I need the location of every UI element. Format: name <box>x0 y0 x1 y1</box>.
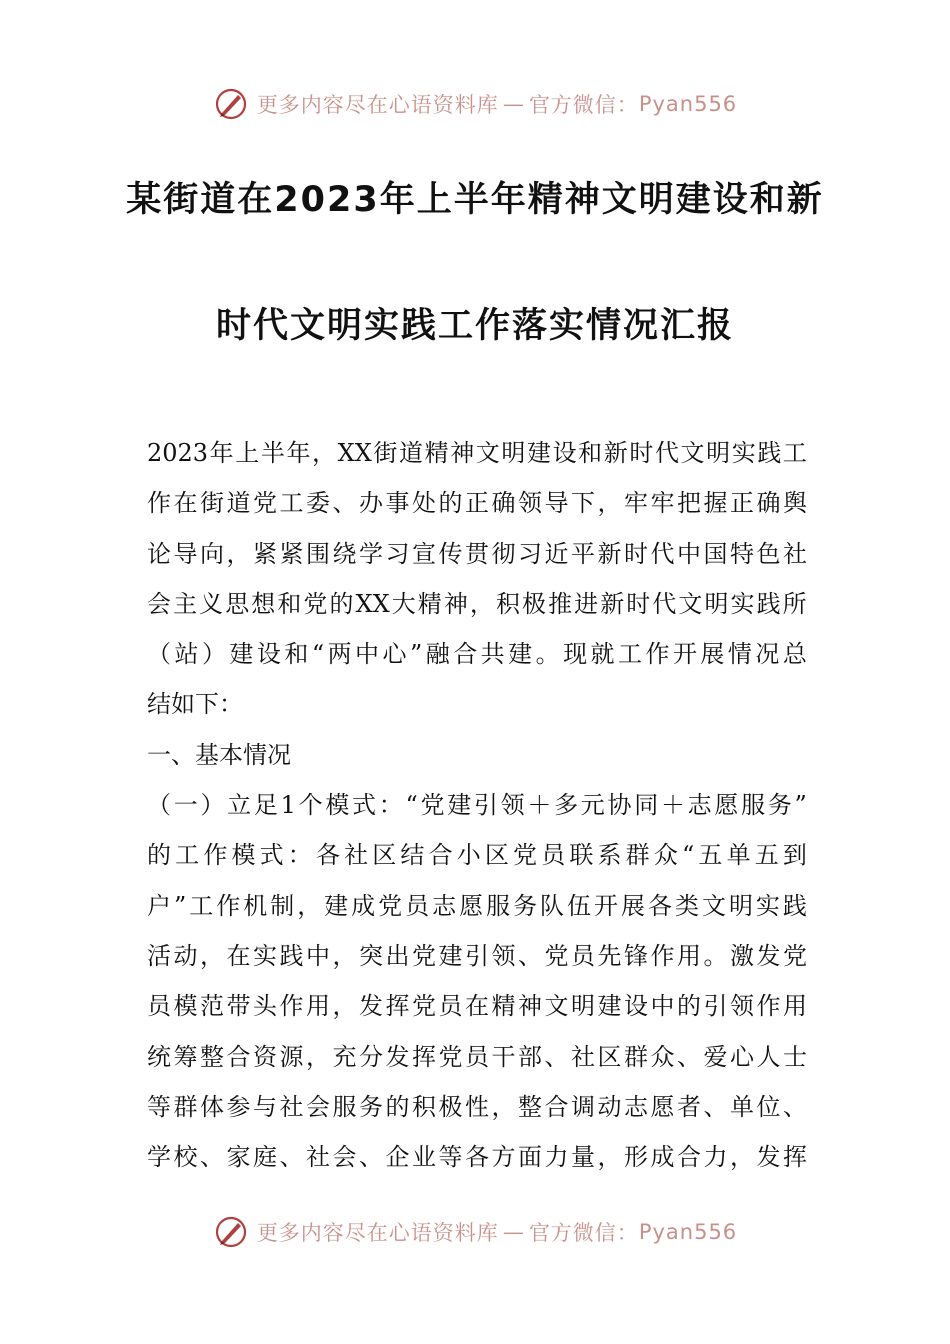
pen-logo-icon <box>213 1214 249 1250</box>
body-line: 等 群 体 参 与 社 会 服 务 的 积 极 性 ， 整 合 调 动 志 愿 者 、 单 位 、 <box>147 1092 807 1121</box>
header-watermark-banner <box>0 84 950 124</box>
banner-text: 更多内容尽在心语资料库 <box>256 1221 499 1245</box>
document-body <box>147 428 807 1182</box>
body-line: 活 动 ， 在 实 践 中 ， 突 出 党 建 引 领 、 党 员 先 锋 作 用 。 激 发 党 <box>147 941 807 970</box>
banner-text: 更多内容尽在心语资料库 <box>256 93 499 117</box>
body-line: 论 导 向 ， 紧 紧 围 绕 学 习 宣 传 贯 彻 习 近 平 新 时 代 中 国 特 色 社 <box>147 539 807 568</box>
body-line: 统 筹 整 合 资 源 ， 充 分 发 挥 党 员 干 部 、 社 区 群 众 、 爱 心 人 士 <box>147 1042 807 1071</box>
document-title-line-1: 某街道在2023年上半年精神文明建设和新 <box>126 180 824 220</box>
banner-wechat-id: Pyan556 <box>638 1220 738 1244</box>
banner-separator: — <box>502 1220 525 1244</box>
banner-separator: — <box>502 92 525 116</box>
footer-watermark-banner <box>0 1212 950 1252</box>
body-line: 会 主 义 思 想 和 党 的 XX 大 精 神 ， 积 极 推 进 新 时 代 文 明 实 践 所 <box>147 589 807 618</box>
body-line: 学 校 、 家 庭 、 社 会 、 企 业 等 各 方 面 力 量 ， 形 成 合 力 ， 发 挥 <box>147 1143 807 1172</box>
document-title-line-2: 时代文明实践工作落实情况汇报 <box>215 306 734 346</box>
pen-logo-icon <box>213 86 249 122</box>
body-line: 员 模 范 带 头 作 用 ， 发 挥 党 员 在 精 神 文 明 建 设 中 的 引 领 作 用 <box>147 992 807 1021</box>
body-line: 户 ” 工 作 机 制 ， 建 成 党 员 志 愿 服 务 队 伍 开 展 各 类 文 明 实 践 <box>147 891 807 920</box>
body-line: 一 、 基 本 情 况 <box>147 740 291 769</box>
body-line: 结 如 下 ： <box>147 690 243 719</box>
body-line: 作 在 街 道 党 工 委 、 办 事 处 的 正 确 领 导 下 ， 牢 牢 把 握 正 确 舆 <box>147 489 807 518</box>
body-line: （ 一 ） 立 足 1 个 模 式 ： “ 党 建 引 领 ＋ 多 元 协 同 ＋ 志 愿 服 务 ” <box>147 791 807 820</box>
banner-wechat-id: Pyan556 <box>638 92 738 116</box>
banner-contact-label: 官方微信： <box>528 93 639 117</box>
body-line: （ 站 ） 建 设 和 “ 两 中 心 ” 融 合 共 建 。 现 就 工 作 开 展 情 况 总 <box>147 640 807 669</box>
body-line: 的 工 作 模 式 ： 各 社 区 结 合 小 区 党 员 联 系 群 众 “ 五 单 五 到 <box>147 841 807 870</box>
body-line: 2023 年 上 半 年 ， XX 街 道 精 神 文 明 建 设 和 新 时 代 文 明 实 践 工 <box>147 439 807 467</box>
banner-contact-label: 官方微信： <box>528 1221 639 1245</box>
